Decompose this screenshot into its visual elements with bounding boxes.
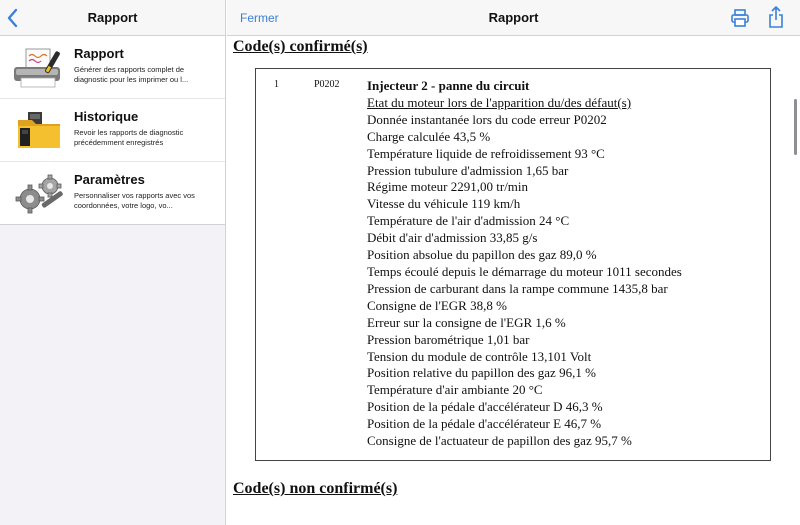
detail-line: Pression barométrique 1,01 bar [367,331,530,347]
page-title: Rapport [488,10,539,25]
detail-line: Température de l'air d'admission 24 °C [367,213,570,229]
detail-line: Débit d'air d'admission 33,85 g/s [367,230,538,246]
code-id: P0202 [314,79,340,90]
scrollbar[interactable] [794,99,797,155]
unconfirmed-codes-heading: Code(s) non confirmé(s) [233,480,398,497]
printer-icon[interactable] [730,8,750,28]
detail-line: Position de la pédale d'accélérateur D 46,3 % [367,399,603,415]
detail-line: Consigne de l'actuateur de papillon des gaz 95,7 % [367,433,632,449]
detail-line: Erreur sur la consigne de l'EGR 1,6 % [367,314,566,330]
sidebar-item-parametres[interactable] [0,162,225,225]
sidebar-item-title: Rapport [74,46,124,61]
code-number: 1 [274,79,279,90]
sidebar-item-title: Historique [74,109,139,124]
sidebar-item-description: Personnaliser vos rapports avec vos coordonnées, votre logo, vo... [74,191,195,210]
code-table [255,68,771,461]
sidebar-item-historique[interactable] [0,99,225,162]
main-panel [227,0,800,525]
detail-line: Donnée instantanée lors du code erreur P0202 [367,111,607,127]
printer-report-icon [12,47,66,89]
detail-line: Température d'air ambiante 20 °C [367,382,543,398]
sidebar-navbar [0,0,225,36]
folder-icon [12,110,66,152]
detail-line: Vitesse du véhicule 119 km/h [367,196,521,212]
sidebar-item-description: Revoir les rapports de diagnostic précédemment enregistrés [74,128,184,147]
detail-line: Pression de carburant dans la rampe commune 1435,8 bar [367,280,668,296]
code-subtitle: Etat du moteur lors de l'apparition du/des défaut(s) [367,94,632,110]
detail-line: Tension du module de contrôle 13,101 Volt [367,348,592,364]
sidebar-item-description: Générer des rapports complet de diagnostic pour les imprimer ou l... [74,65,189,84]
sidebar-item-rapport[interactable] [0,36,225,99]
gears-icon [12,173,66,215]
sidebar [0,0,226,525]
detail-line: Temps écoulé depuis le démarrage du moteur 1011 secondes [367,263,682,279]
close-button[interactable]: Fermer [240,11,279,25]
code-title: Injecteur 2 - panne du circuit [367,78,530,93]
detail-line: Position de la pédale d'accélérateur E 46,7 % [367,416,602,432]
detail-line: Position relative du papillon des gaz 96,1 % [367,365,596,381]
detail-line: Température liquide de refroidissement 93 °C [367,145,605,161]
detail-line: Régime moteur 2291,00 tr/min [367,179,529,195]
detail-line: Charge calculée 43,5 % [367,128,491,144]
detail-line: Pression tubulure d'admission 1,65 bar [367,162,569,178]
detail-line: Consigne de l'EGR 38,8 % [367,297,507,313]
main-navbar [227,0,800,36]
sidebar-item-title: Paramètres [74,172,145,187]
report-content[interactable] [227,36,800,525]
detail-line: Position absolue du papillon des gaz 89,0 % [367,247,597,263]
code-details [367,78,682,450]
sidebar-menu [0,36,225,225]
sidebar-title: Rapport [87,10,138,25]
share-icon[interactable] [768,6,784,28]
confirmed-codes-heading: Code(s) confirmé(s) [233,38,368,55]
